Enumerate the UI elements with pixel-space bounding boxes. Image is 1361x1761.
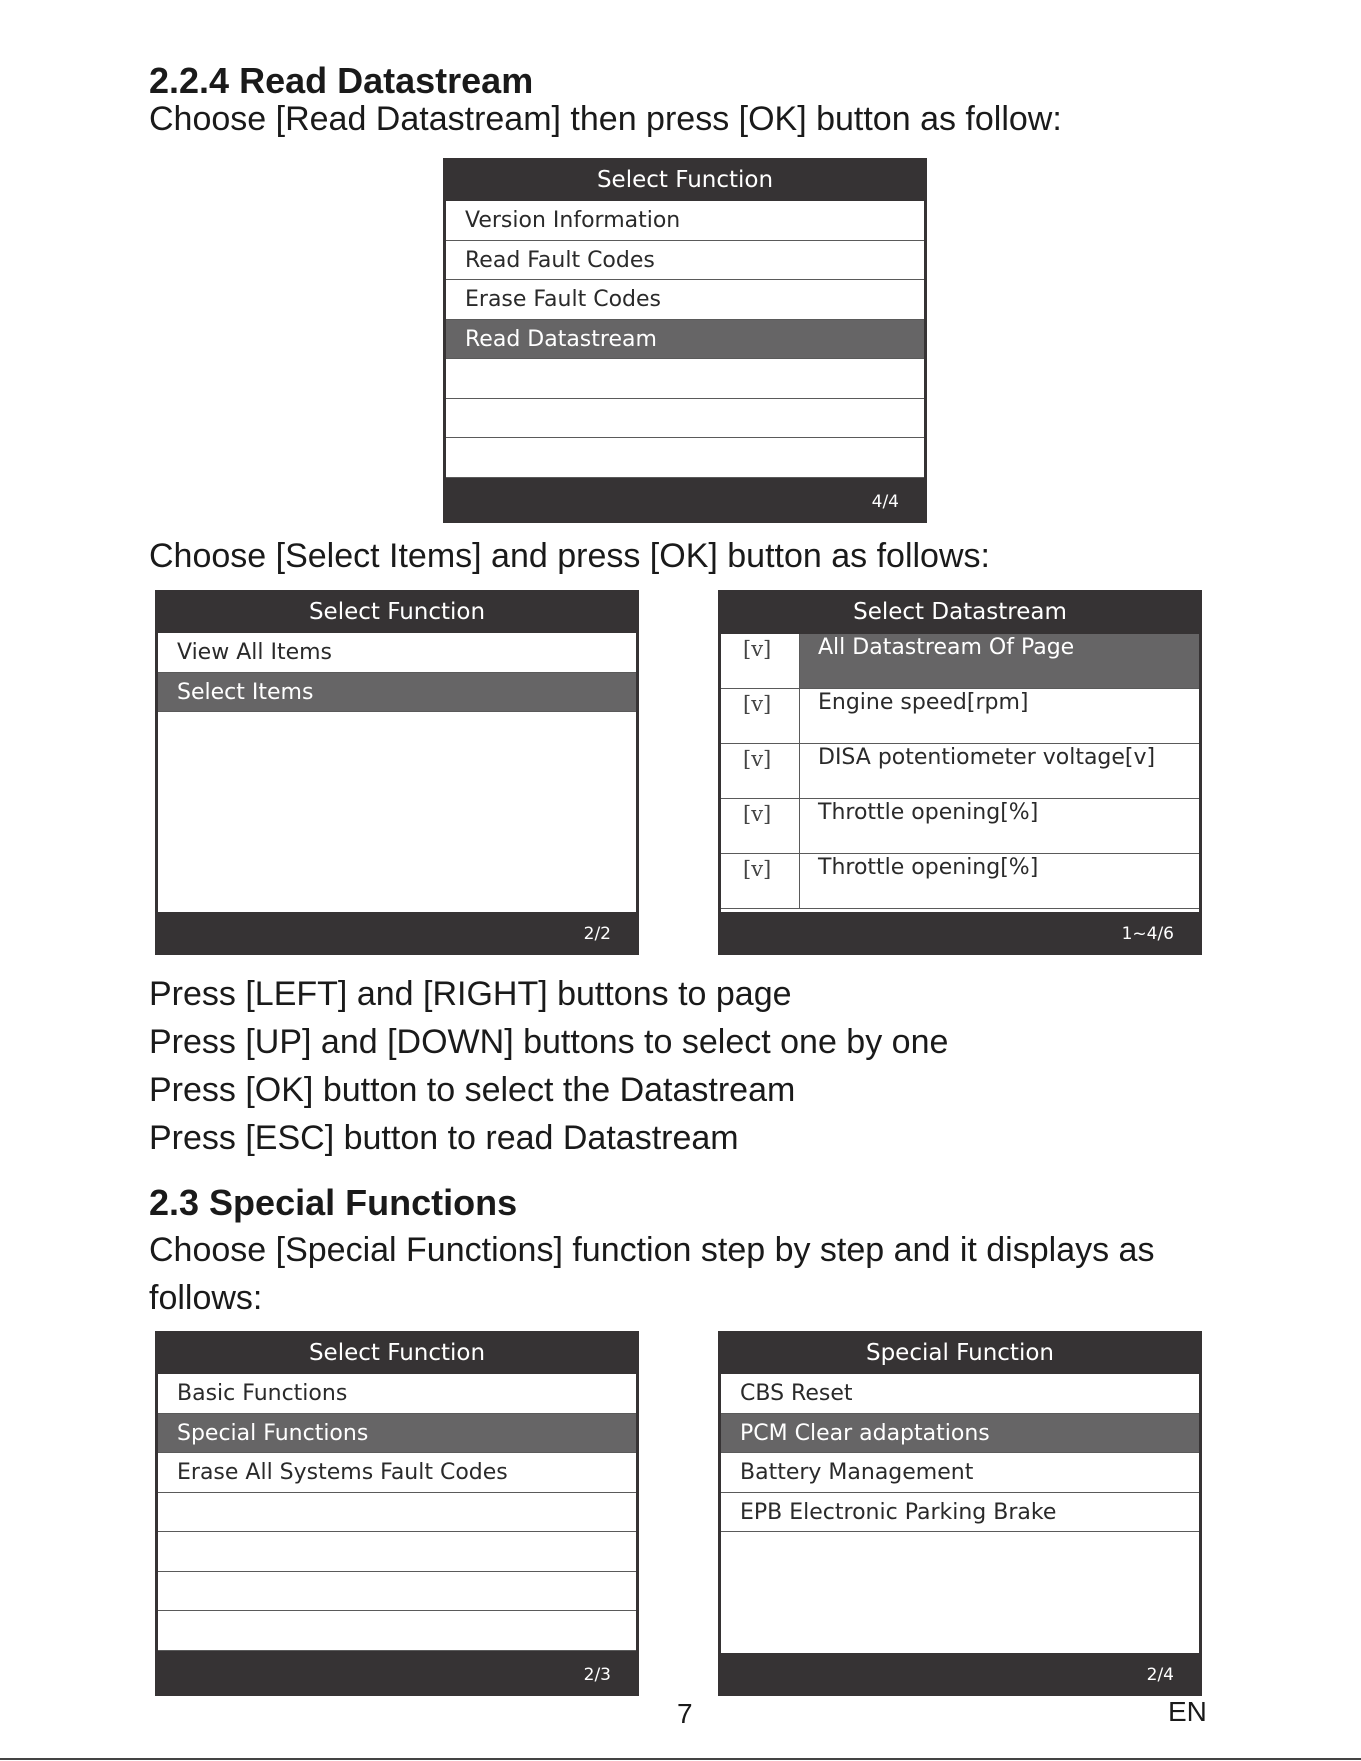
page-bottom-rule bbox=[0, 1758, 1361, 1760]
instructions-list bbox=[149, 970, 948, 1162]
menu-item[interactable] bbox=[158, 1611, 636, 1651]
menu-item[interactable] bbox=[446, 399, 924, 439]
select-function-screen-2 bbox=[155, 590, 639, 955]
datastream-label: DISA potentiometer voltage[v] bbox=[818, 745, 1156, 770]
section-heading-special-functions: 2.3 Special Functions bbox=[149, 1182, 518, 1223]
page-indicator: 4/4 bbox=[871, 492, 899, 512]
function-list bbox=[158, 1374, 636, 1651]
select-function-screen-1 bbox=[443, 158, 927, 523]
screen-title: Special Function bbox=[865, 1340, 1054, 1366]
datastream-item[interactable] bbox=[721, 799, 1199, 854]
choose-select-items-text: Choose [Select Items] and press [OK] button as follows: bbox=[149, 537, 990, 575]
page-number: 7 bbox=[677, 1698, 693, 1729]
datastream-label: Throttle opening[%] bbox=[818, 800, 1039, 825]
datastream-item[interactable] bbox=[721, 854, 1199, 909]
menu-item[interactable]: Select Items bbox=[158, 673, 636, 713]
menu-item[interactable]: Erase Fault Codes bbox=[446, 280, 924, 320]
datastream-item[interactable] bbox=[721, 744, 1199, 799]
menu-item[interactable] bbox=[446, 359, 924, 399]
menu-item[interactable] bbox=[446, 438, 924, 478]
checkbox-indicator[interactable]: [v] bbox=[721, 634, 800, 688]
screen-title: Select Function bbox=[308, 1340, 486, 1366]
checkbox-indicator[interactable]: [v] bbox=[721, 854, 800, 908]
screen-title: Select Function bbox=[308, 599, 486, 625]
function-list bbox=[446, 201, 924, 478]
menu-item[interactable]: Read Fault Codes bbox=[446, 241, 924, 281]
menu-item[interactable] bbox=[158, 1493, 636, 1533]
menu-item[interactable]: Version Information bbox=[446, 201, 924, 241]
datastream-label: Engine speed[rpm] bbox=[818, 690, 1029, 715]
screen-title: Select Function bbox=[596, 167, 774, 193]
instruction-line: Press [ESC] button to read Datastream bbox=[149, 1119, 739, 1157]
menu-item[interactable]: Read Datastream bbox=[446, 320, 924, 360]
screen-title: Select Datastream bbox=[853, 599, 1067, 625]
menu-item[interactable]: View All Items bbox=[158, 633, 636, 673]
menu-item[interactable]: Special Functions bbox=[158, 1414, 636, 1454]
special-function-screen bbox=[718, 1331, 1202, 1696]
datastream-item[interactable] bbox=[721, 634, 1199, 689]
checkbox-indicator[interactable]: [v] bbox=[721, 689, 800, 743]
datastream-label: All Datastream Of Page bbox=[800, 634, 1199, 688]
datastream-list bbox=[721, 634, 1199, 912]
datastream-label: Throttle opening[%] bbox=[818, 855, 1039, 880]
menu-item[interactable]: Battery Management bbox=[721, 1453, 1199, 1493]
special-function-list bbox=[721, 1374, 1199, 1653]
select-function-screen-3 bbox=[155, 1331, 639, 1696]
menu-item[interactable]: CBS Reset bbox=[721, 1374, 1199, 1414]
page-indicator: 2/3 bbox=[583, 1665, 611, 1685]
menu-item[interactable]: Erase All Systems Fault Codes bbox=[158, 1453, 636, 1493]
read-datastream-intro: Choose [Read Datastream] then press [OK] button as follow: bbox=[149, 100, 1062, 138]
function-list bbox=[158, 633, 636, 912]
checkbox-indicator[interactable]: [v] bbox=[721, 744, 800, 798]
menu-item[interactable] bbox=[158, 1532, 636, 1572]
special-functions-intro: Choose [Special Functions] function step by step and it displays as follows: bbox=[149, 1231, 1155, 1317]
menu-item[interactable]: EPB Electronic Parking Brake bbox=[721, 1493, 1199, 1533]
instruction-line: Press [LEFT] and [RIGHT] buttons to page bbox=[149, 975, 792, 1013]
datastream-item[interactable] bbox=[721, 689, 1199, 744]
page-indicator: 2/2 bbox=[583, 924, 611, 944]
instruction-line: Press [OK] button to select the Datastream bbox=[149, 1071, 796, 1109]
page-indicator: 1~4/6 bbox=[1121, 924, 1174, 944]
instruction-line: Press [UP] and [DOWN] buttons to select one by one bbox=[149, 1023, 949, 1061]
menu-item[interactable]: PCM Clear adaptations bbox=[721, 1414, 1199, 1454]
menu-item[interactable] bbox=[158, 1572, 636, 1612]
page-indicator: 2/4 bbox=[1146, 1665, 1174, 1685]
language-label: EN bbox=[1168, 1696, 1207, 1727]
section-heading-read-datastream: 2.2.4 Read Datastream bbox=[149, 60, 534, 101]
checkbox-indicator[interactable]: [v] bbox=[721, 799, 800, 853]
select-datastream-screen bbox=[718, 590, 1202, 955]
menu-item[interactable]: Basic Functions bbox=[158, 1374, 636, 1414]
